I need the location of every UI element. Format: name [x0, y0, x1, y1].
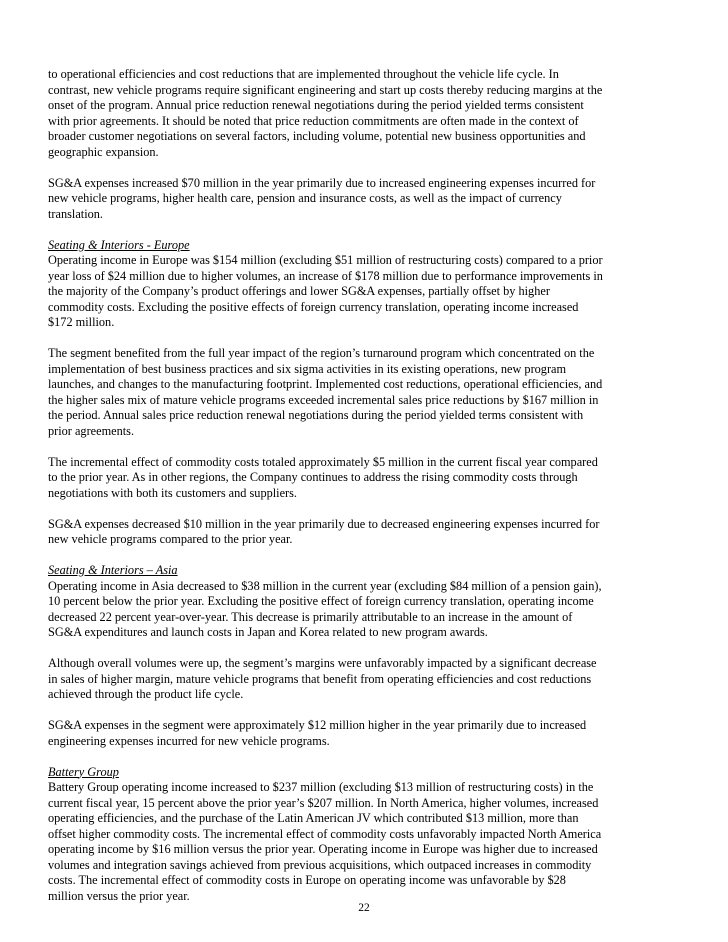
text-line: to the prior year. As in other regions, the Company continues to address the rising commodity costs through — [48, 470, 578, 484]
text-line: contrast, new vehicle programs require significant engineering and start up costs thereby reducing margins at the — [48, 82, 603, 97]
text-line: Although overall volumes were up, the segment’s margins were unfavorably impacted by a significant decrease — [48, 656, 597, 670]
text-line: prior agreements. — [48, 423, 135, 438]
paragraph — [48, 346, 696, 439]
text-line: implementation of best business practices and six sigma activities in its existing operations, new program — [48, 361, 567, 376]
text-line: operating efficiencies, and the purchase of the Latin American JV which contributed $13 million, more than — [48, 811, 579, 825]
text-line: SG&A expenses in the segment were approximately $12 million higher in the year primarily due to increased — [48, 718, 587, 732]
text-line: onset of the program. Annual price reduction renewal negotiations during the period yielded terms consistent — [48, 98, 584, 112]
text-line: geographic expansion. — [48, 144, 159, 159]
page-number: 22 — [358, 902, 370, 914]
text-line: year loss of $24 million due to higher volumes, an increase of $178 million due to performance improvements in — [48, 268, 603, 283]
paragraph — [48, 176, 696, 223]
text-line: engineering expenses incurred for new vehicle programs. — [48, 733, 330, 748]
text-line: the period. Annual sales price reduction renewal negotiations during the period yielded terms consistent with — [48, 408, 584, 422]
paragraph — [48, 67, 696, 160]
text-line: decreased 22 percent year-over-year. This decrease is primarily attributable to an increase in the amount of — [48, 609, 573, 624]
paragraph — [48, 238, 696, 331]
text-line: 10 percent below the prior year. Excluding the positive effect of foreign currency translation, operating income — [48, 594, 594, 608]
text-line: to operational efficiencies and cost reductions that are implemented throughout the vehicle life cycle. In — [48, 67, 559, 81]
section-heading: Seating & Interiors – Asia — [48, 563, 178, 577]
text-line: commodity costs. Excluding the positive effects of foreign currency translation, operating income increased — [48, 299, 579, 314]
text-line: volumes and integration savings achieved from previous acquisitions, which outpaced increases in commodity — [48, 857, 592, 872]
text-line: achieved through the product life cycle. — [48, 687, 244, 701]
paragraph — [48, 517, 696, 548]
text-line: operating income by $16 million versus the prior year. Operating income in Europe was higher due to increased — [48, 842, 598, 856]
text-line: new vehicle programs, higher health care, pension and insurance costs, as well as the impact of currency — [48, 191, 562, 205]
text-line: Operating income in Asia decreased to $38 million in the current year (excluding $84 million of a pension gain), — [48, 578, 602, 593]
text-line: million versus the prior year. — [48, 888, 190, 903]
text-line: Operating income in Europe was $154 million (excluding $51 million of restructuring costs) compared to a prior — [48, 253, 603, 267]
text-line: translation. — [48, 206, 103, 221]
text-line: The incremental effect of commodity costs totaled approximately $5 million in the current fiscal year compared — [48, 454, 598, 469]
text-line: new vehicle programs compared to the prior year. — [48, 532, 293, 546]
text-line: launches, and changes to the manufacturing footprint. Implemented cost reductions, operational efficiencies, and — [48, 377, 603, 391]
text-line: the majority of the Company’s product offerings and lower SG&A expenses, partially offset by higher — [48, 284, 550, 298]
text-line: current fiscal year, 15 percent above the prior year’s $207 million. In North America, higher volumes, increased — [48, 795, 599, 810]
paragraph — [48, 656, 696, 703]
text-line: negotiations with both its customers and suppliers. — [48, 485, 297, 500]
text-line: costs. The incremental effect of commodity costs in Europe on operating income was unfavorable by $28 — [48, 873, 566, 887]
text-line: The segment benefited from the full year impact of the region’s turnaround program which concentrated on the — [48, 346, 595, 360]
section-heading: Battery Group — [48, 764, 119, 779]
text-line: $172 million. — [48, 315, 115, 329]
text-line: with prior agreements. It should be noted that price reduction commitments are often made in the context of — [48, 113, 579, 128]
text-line: in sales of higher margin, mature vehicle programs that benefit from operating efficiencies and cost reductions — [48, 671, 592, 686]
section-heading: Seating & Interiors - Europe — [48, 237, 190, 252]
text-line: offset higher commodity costs. The incremental effect of commodity costs unfavorably impacted North America — [48, 826, 602, 841]
paragraph — [48, 718, 696, 749]
text-line: Battery Group operating income increased to $237 million (excluding $13 million of restructuring costs) in the — [48, 780, 594, 794]
paragraph — [48, 765, 696, 905]
text-line: broader customer negotiations on several factors, including volume, potential new business opportunities and — [48, 129, 586, 143]
text-line: SG&A expenditures and launch costs in Japan and Korea related to new program awards. — [48, 625, 488, 639]
paragraph — [48, 563, 696, 641]
text-line: SG&A expenses decreased $10 million in the year primarily due to decreased engineering expenses incurred for — [48, 516, 600, 531]
document-body — [48, 67, 696, 920]
text-line: the higher sales mix of mature vehicle programs exceeded incremental sales price reductions by $167 million in — [48, 392, 599, 407]
paragraph — [48, 455, 696, 502]
text-line: SG&A expenses increased $70 million in the year primarily due to increased engineering expenses incurred for — [48, 175, 596, 190]
